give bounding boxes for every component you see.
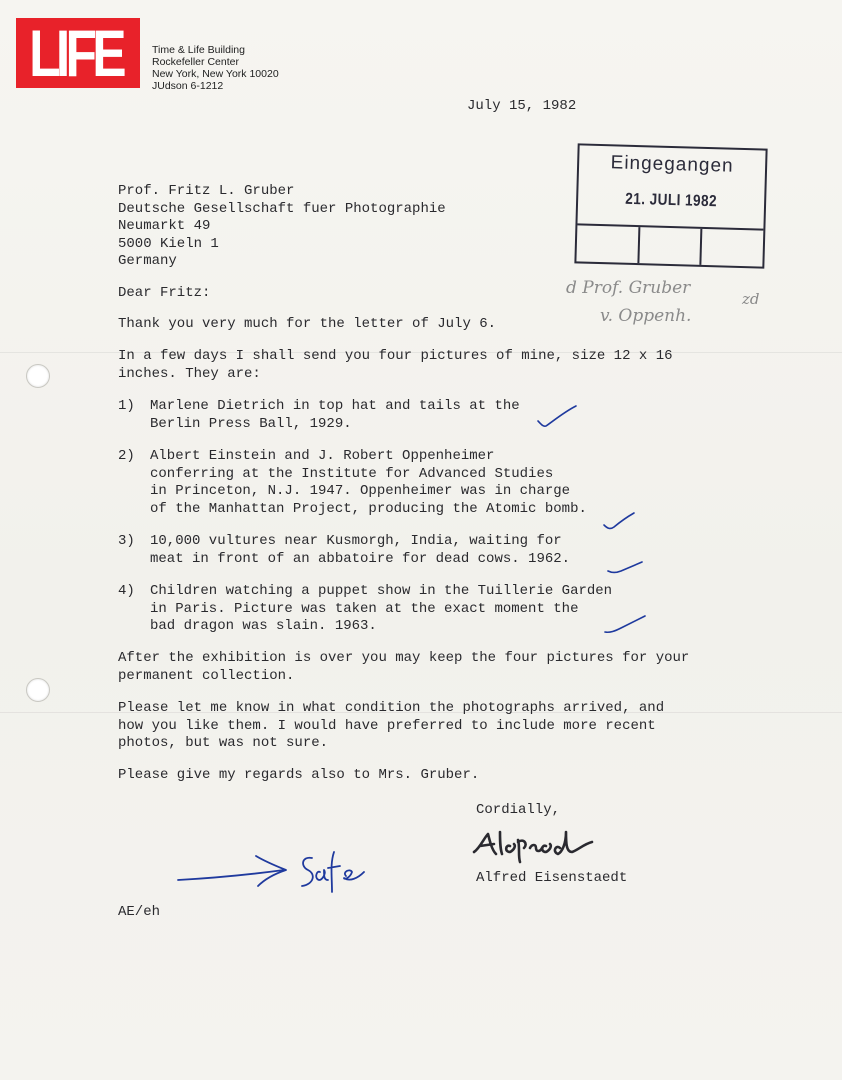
item-line: of the Manhattan Project, producing the Atomic bomb. bbox=[150, 500, 587, 517]
address-line: JUdson 6-1212 bbox=[152, 80, 224, 92]
item-number: 3) bbox=[118, 533, 135, 549]
paragraph-after bbox=[118, 650, 689, 685]
paragraph-condition bbox=[118, 700, 664, 753]
paragraph-line: inches. They are: bbox=[118, 365, 261, 382]
salutation: Dear Fritz: bbox=[118, 285, 211, 301]
item-line: Albert Einstein and J. Robert Oppenheimer bbox=[150, 448, 495, 464]
recipient-line: Germany bbox=[118, 253, 177, 269]
item-text bbox=[150, 448, 587, 518]
item-text bbox=[150, 583, 612, 636]
paragraph-line: how you like them. I would have preferred to include more recent bbox=[118, 717, 656, 734]
recipient-line: Prof. Fritz L. Gruber bbox=[118, 183, 295, 199]
letter-date: July 15, 1982 bbox=[467, 98, 577, 114]
paragraph-thanks: Thank you very much for the letter of July 6. bbox=[118, 316, 497, 332]
check-mark-icon bbox=[606, 558, 644, 576]
pencil-note-line: v. Oppenh. bbox=[600, 306, 692, 326]
life-logo bbox=[16, 18, 140, 88]
handwritten-arrow-note bbox=[174, 846, 384, 896]
item-line: Berlin Press Ball, 1929. bbox=[150, 415, 352, 432]
item-number: 1) bbox=[118, 398, 135, 414]
address-line: Time & Life Building bbox=[152, 44, 245, 56]
paragraph-line: photos, but was not sure. bbox=[118, 735, 329, 751]
paragraph-line: In a few days I shall send you four pictures of mine, size 12 x 16 bbox=[118, 348, 673, 364]
recipient-line: Neumarkt 49 bbox=[118, 218, 211, 234]
stamp-grid bbox=[576, 223, 763, 266]
pencil-note-mark: zd bbox=[742, 290, 760, 308]
stamp-title: Eingegangen bbox=[610, 152, 734, 177]
item-text bbox=[150, 533, 570, 568]
item-line: conferring at the Institute for Advanced Studies bbox=[150, 465, 554, 482]
paragraph-line: permanent collection. bbox=[118, 667, 295, 684]
paragraph-regards: Please give my regards also to Mrs. Gruber. bbox=[118, 767, 480, 783]
received-stamp bbox=[574, 143, 767, 268]
signature-name: Alfred Eisenstaedt bbox=[476, 870, 628, 886]
item-text bbox=[150, 398, 520, 433]
item-line: Marlene Dietrich in top hat and tails at the bbox=[150, 398, 520, 414]
item-line: in Princeton, N.J. 1947. Oppenheimer was in charge bbox=[150, 483, 571, 499]
item-line: in Paris. Picture was taken at the exact moment the bbox=[150, 600, 579, 617]
stamp-cell bbox=[702, 229, 764, 267]
address-line: New York, New York 10020 bbox=[152, 68, 279, 80]
stamp-cell bbox=[639, 227, 703, 265]
pencil-note-line: d Prof. Gruber bbox=[566, 278, 691, 298]
paragraph-line: After the exhibition is over you may keep the four pictures for your bbox=[118, 650, 690, 666]
handwritten-signature bbox=[470, 826, 600, 866]
letterhead-address bbox=[152, 44, 279, 92]
item-line: Children watching a puppet show in the Tuillerie Garden bbox=[150, 583, 613, 599]
item-number: 2) bbox=[118, 448, 135, 464]
check-mark-icon bbox=[602, 510, 636, 532]
stamp-cell bbox=[576, 225, 640, 263]
address-line: Rockefeller Center bbox=[152, 56, 239, 68]
punch-hole bbox=[26, 678, 50, 702]
logo-text: LIFE bbox=[28, 16, 122, 90]
item-number: 4) bbox=[118, 583, 135, 599]
item-line: bad dragon was slain. 1963. bbox=[150, 618, 377, 634]
paragraph-intro bbox=[118, 348, 673, 383]
stamp-date: 21. JULI 1982 bbox=[625, 190, 718, 211]
recipient-line: 5000 Kieln 1 bbox=[118, 235, 219, 252]
recipient-line: Deutsche Gesellschaft fuer Photographie bbox=[118, 200, 446, 217]
recipient-address bbox=[118, 183, 446, 271]
check-mark-icon bbox=[536, 404, 578, 430]
punch-hole bbox=[26, 364, 50, 388]
item-line: meat in front of an abbatoire for dead cows. 1962. bbox=[150, 550, 571, 567]
paragraph-line: Please let me know in what condition the photographs arrived, and bbox=[118, 700, 665, 716]
check-mark-icon bbox=[603, 614, 647, 636]
closing: Cordially, bbox=[476, 802, 561, 818]
typist-initials: AE/eh bbox=[118, 904, 161, 920]
item-line: 10,000 vultures near Kusmorgh, India, waiting for bbox=[150, 533, 562, 549]
